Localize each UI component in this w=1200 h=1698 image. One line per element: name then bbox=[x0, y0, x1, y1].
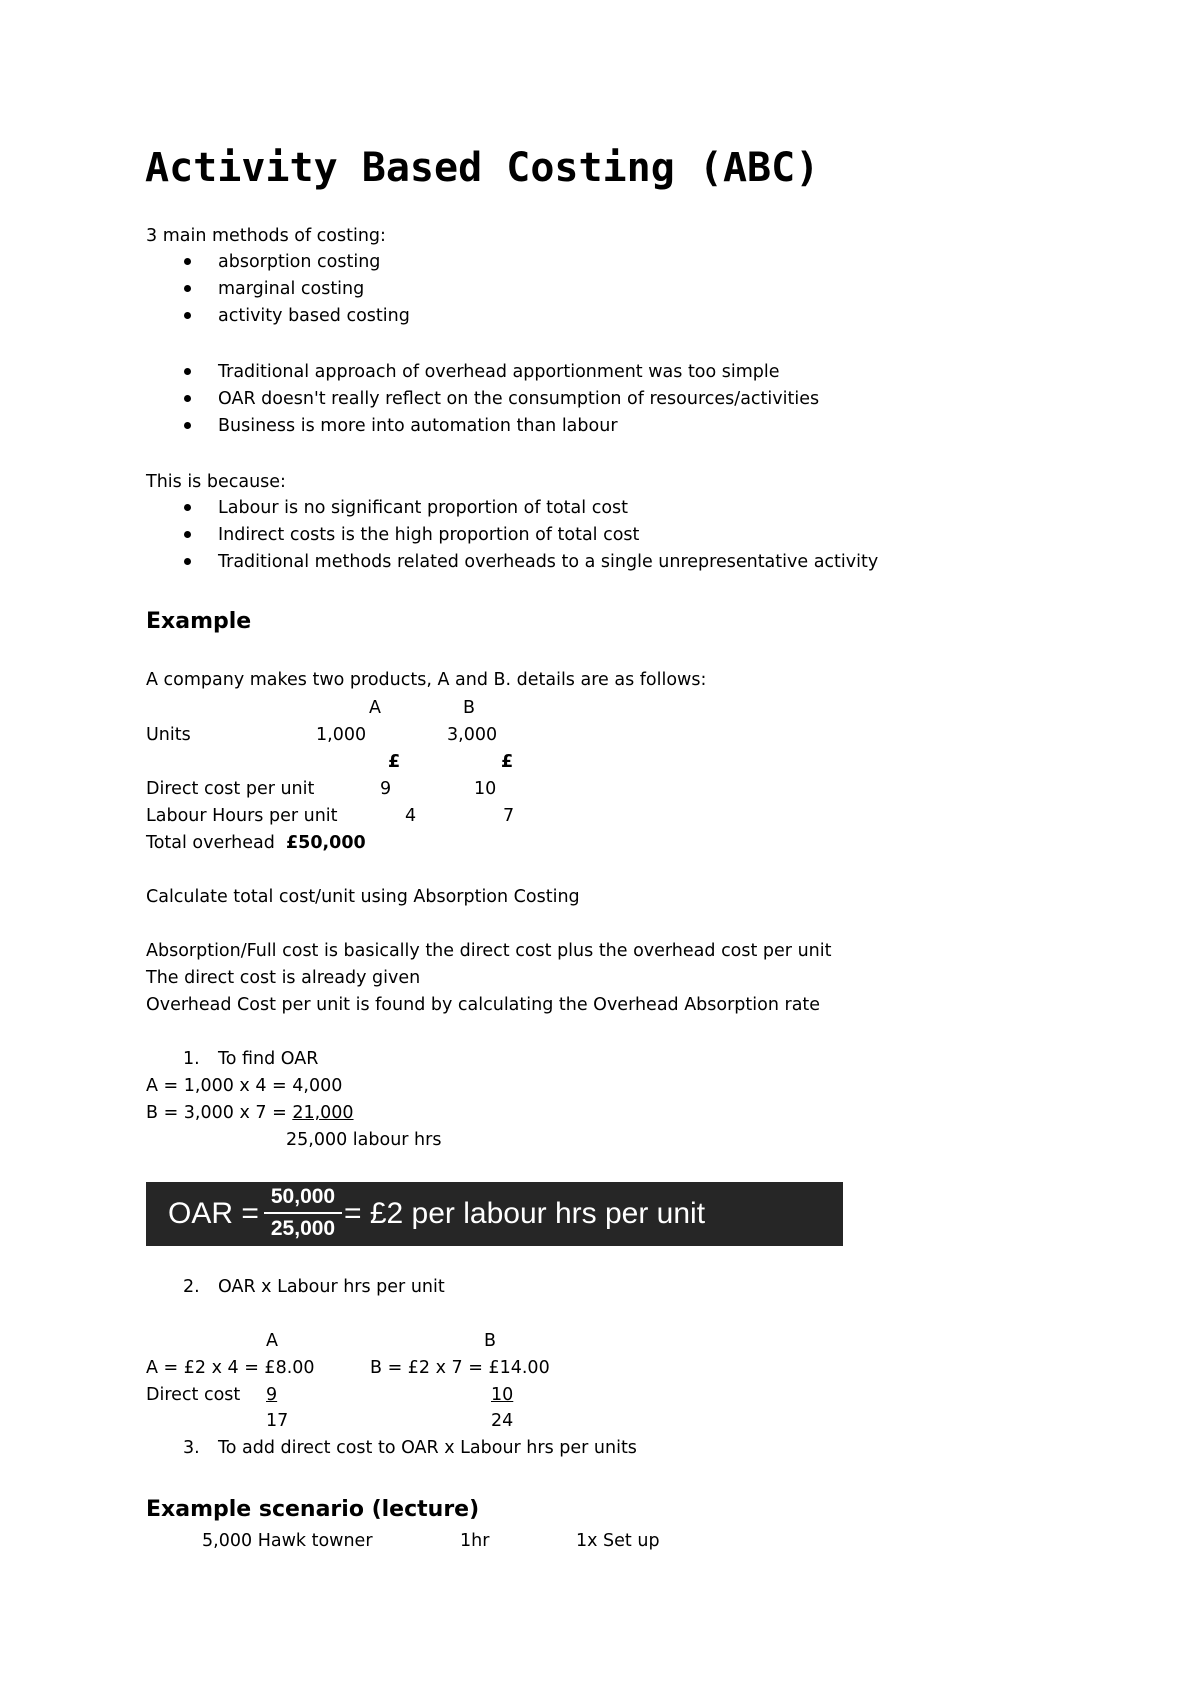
task-text: Calculate total cost/unit using Absorption Costing bbox=[146, 887, 580, 907]
direct-a: 9 bbox=[380, 779, 392, 799]
col-header-b: B bbox=[463, 698, 476, 718]
units-a: 1,000 bbox=[316, 725, 367, 745]
scenario-qty: 5,000 bbox=[202, 1531, 253, 1551]
result-total-a: 17 bbox=[266, 1411, 289, 1431]
step-3-text: To add direct cost to OAR x Labour hrs per units bbox=[218, 1438, 637, 1458]
hours-a: 4 bbox=[405, 806, 417, 826]
step-1-text: To find OAR bbox=[218, 1049, 319, 1069]
overhead-row bbox=[146, 832, 366, 854]
col-header-a: A bbox=[369, 698, 381, 718]
explain-line-1: Absorption/Full cost is basically the direct cost plus the overhead cost per unit bbox=[146, 941, 832, 961]
calc-b-value: 21,000 bbox=[292, 1103, 354, 1123]
list-item: absorption costing bbox=[180, 251, 410, 278]
list-item: Indirect costs is the high proportion of total cost bbox=[180, 524, 878, 551]
intro-text: 3 main methods of costing: bbox=[146, 226, 386, 246]
reasons-list bbox=[180, 361, 819, 442]
step-3-number: 3. bbox=[183, 1438, 200, 1458]
list-item: Traditional methods related overheads to a single unrepresentative activity bbox=[180, 551, 878, 578]
scenario-line bbox=[202, 1530, 373, 1552]
result-a: A = £2 x 4 = £8.00 bbox=[146, 1358, 315, 1378]
fraction-bar bbox=[264, 1212, 342, 1214]
list-item: Labour is no significant proportion of total cost bbox=[180, 497, 878, 524]
list-item: marginal costing bbox=[180, 278, 410, 305]
oar-denominator: 25,000 bbox=[270, 1217, 336, 1240]
result-direct-label: Direct cost bbox=[146, 1385, 241, 1405]
calc-a: A = 1,000 x 4 = 4,000 bbox=[146, 1076, 343, 1096]
units-b: 3,000 bbox=[447, 725, 498, 745]
hours-label: Labour Hours per unit bbox=[146, 806, 338, 826]
result-direct-b: 10 bbox=[491, 1385, 514, 1405]
direct-b: 10 bbox=[474, 779, 497, 799]
because-list bbox=[180, 497, 878, 578]
total-hours: 25,000 labour hrs bbox=[286, 1130, 442, 1150]
oar-lhs: OAR = bbox=[168, 1197, 259, 1230]
step-1-number: 1. bbox=[183, 1049, 200, 1069]
scenario-setup: 1x Set up bbox=[576, 1531, 660, 1551]
units-label: Units bbox=[146, 725, 191, 745]
explain-line-2: The direct cost is already given bbox=[146, 968, 421, 988]
result-col-a: A bbox=[266, 1331, 278, 1351]
step-2-number: 2. bbox=[183, 1277, 200, 1297]
scenario-heading: Example scenario (lecture) bbox=[146, 1497, 480, 1522]
example-intro: A company makes two products, A and B. details are as follows: bbox=[146, 670, 707, 690]
example-heading: Example bbox=[146, 609, 252, 634]
result-direct-a: 9 bbox=[266, 1385, 278, 1405]
scenario-time: 1hr bbox=[460, 1531, 490, 1551]
list-item: OAR doesn't really reflect on the consumption of resources/activities bbox=[180, 388, 819, 415]
explain-line-3: Overhead Cost per unit is found by calculating the Overhead Absorption rate bbox=[146, 995, 821, 1015]
list-item: Traditional approach of overhead apportionment was too simple bbox=[180, 361, 819, 388]
currency-b: £ bbox=[501, 752, 514, 772]
result-col-b: B bbox=[484, 1331, 497, 1351]
methods-list bbox=[180, 251, 410, 332]
result-b: B = £2 x 7 = £14.00 bbox=[370, 1358, 550, 1378]
oar-rhs: = £2 per labour hrs per unit bbox=[344, 1197, 706, 1230]
step-2-text: OAR x Labour hrs per unit bbox=[218, 1277, 445, 1297]
direct-label: Direct cost per unit bbox=[146, 779, 315, 799]
calc-b-prefix: B = 3,000 x 7 = bbox=[146, 1103, 293, 1123]
because-label: This is because: bbox=[146, 472, 286, 492]
hours-b: 7 bbox=[503, 806, 515, 826]
calc-b bbox=[146, 1102, 354, 1124]
overhead-label: Total overhead bbox=[146, 833, 275, 853]
list-item: Business is more into automation than labour bbox=[180, 415, 819, 442]
overhead-value: £50,000 bbox=[285, 833, 366, 853]
oar-fraction bbox=[260, 1184, 346, 1242]
result-total-b: 24 bbox=[491, 1411, 514, 1431]
scenario-product: Hawk towner bbox=[257, 1531, 373, 1551]
currency-a: £ bbox=[388, 752, 401, 772]
oar-numerator: 50,000 bbox=[270, 1185, 336, 1208]
page-title: Activity Based Costing (ABC) bbox=[145, 145, 820, 191]
oar-formula-box bbox=[146, 1182, 843, 1246]
list-item: activity based costing bbox=[180, 305, 410, 332]
